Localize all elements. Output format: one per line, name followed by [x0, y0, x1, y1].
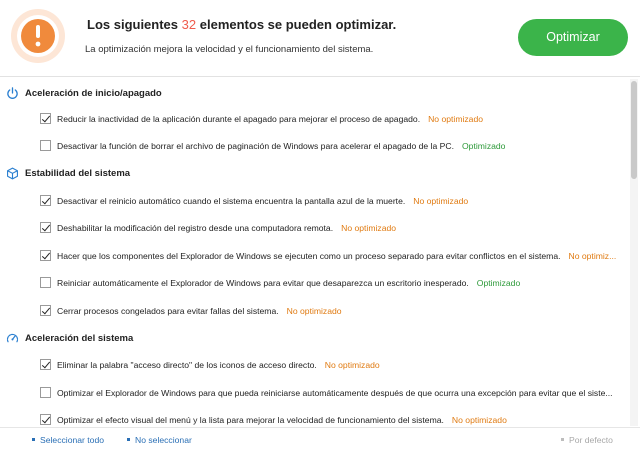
scrollbar-thumb[interactable] [631, 81, 637, 179]
item-text: Hacer que los componentes del Explorador de Windows se ejecuten como un proceso separado para evitar conflictos en el sistema. [57, 251, 561, 261]
section-startup-shutdown [0, 83, 628, 105]
item-status: No optimizado [451, 415, 507, 425]
item-checkbox[interactable] [40, 195, 51, 206]
optimize-button[interactable]: Optimizar [518, 19, 628, 56]
item-status: No optimizado [428, 114, 484, 124]
list-item[interactable] [0, 355, 628, 375]
alert-exclamation-icon [10, 8, 66, 64]
list-item[interactable] [0, 301, 628, 321]
item-status: No optimizado [413, 196, 469, 206]
header-divider [0, 76, 640, 77]
item-label [57, 141, 505, 151]
title-after: elementos se pueden optimizar. [199, 17, 397, 32]
item-text: Cerrar procesos congelados para evitar fallas del sistema. [57, 306, 279, 316]
bullet-icon [127, 438, 130, 441]
item-label [57, 196, 468, 206]
list-item[interactable] [0, 246, 628, 266]
item-checkbox[interactable] [40, 359, 51, 370]
item-checkbox[interactable] [40, 277, 51, 288]
list-item[interactable] [0, 410, 628, 427]
item-label [57, 223, 396, 233]
section-title: Estabilidad del sistema [25, 168, 131, 179]
page-subtitle: La optimización mejora la velocidad y el funcionamiento del sistema. [85, 44, 374, 55]
item-text: Desactivar el reinicio automático cuando el sistema encuentra la pantalla azul de la muerte. [57, 196, 406, 206]
bullet-icon [561, 438, 564, 441]
item-text: Desactivar la función de borrar el archivo de paginación de Windows para acelerar el apagado de la PC. [57, 141, 454, 151]
page-title [87, 17, 396, 32]
section-system-acceleration [0, 328, 628, 350]
power-icon [6, 87, 19, 100]
item-text: Deshabilitar la modificación del registro desde una computadora remota. [57, 223, 334, 233]
default-label: Por defecto [569, 435, 613, 445]
item-status: Optimizado [461, 141, 506, 151]
select-all-link[interactable] [32, 435, 104, 445]
item-label [57, 388, 621, 398]
section-title: Aceleración del sistema [25, 333, 134, 344]
cube-icon [6, 167, 19, 180]
item-label [57, 278, 520, 288]
section-system-stability [0, 163, 628, 185]
item-label [57, 360, 380, 370]
list-item[interactable] [0, 109, 628, 129]
item-text: Optimizar el efecto visual del menú y la lista para mejorar la velocidad de funcionamiento del sistema. [57, 415, 444, 425]
list-item[interactable] [0, 383, 628, 403]
select-none-link[interactable] [127, 435, 192, 445]
item-label [57, 415, 507, 425]
item-status: No optimiz... [568, 251, 617, 261]
optimization-list [0, 78, 628, 427]
default-link[interactable] [561, 435, 613, 445]
select-none-label: No seleccionar [135, 435, 192, 445]
item-status: Optimizado [476, 278, 521, 288]
list-item[interactable] [0, 218, 628, 238]
optimizable-count: 32 [181, 17, 197, 32]
item-label [57, 251, 616, 261]
header [0, 0, 640, 74]
item-text: Reducir la inactividad de la aplicación durante el apagado para mejorar el proceso de apagado. [57, 114, 421, 124]
select-all-label: Seleccionar todo [40, 435, 105, 445]
bullet-icon [32, 438, 35, 441]
item-checkbox[interactable] [40, 250, 51, 261]
item-status: No optimizado [286, 306, 342, 316]
item-status: No optimizado [324, 360, 380, 370]
vertical-scrollbar[interactable] [630, 79, 638, 426]
list-item[interactable] [0, 273, 628, 293]
footer [0, 428, 640, 451]
list-item[interactable] [0, 136, 628, 156]
item-checkbox[interactable] [40, 387, 51, 398]
item-label [57, 114, 483, 124]
item-checkbox[interactable] [40, 305, 51, 316]
item-checkbox[interactable] [40, 414, 51, 425]
speedometer-icon [6, 332, 19, 345]
item-text: Reiniciar automáticamente el Explorador de Windows para evitar que desaparezca un escritorio inesperado. [57, 278, 469, 288]
item-checkbox[interactable] [40, 222, 51, 233]
item-status: No optimizado [341, 223, 397, 233]
list-item[interactable] [0, 191, 628, 211]
title-before: Los siguientes [87, 17, 179, 32]
item-label [57, 306, 342, 316]
item-text: Optimizar el Explorador de Windows para que pueda reiniciarse automáticamente después de que ocurra una excepción para evitar que el siste... [57, 388, 613, 398]
item-checkbox[interactable] [40, 140, 51, 151]
item-text: Eliminar la palabra "acceso directo" de los iconos de acceso directo. [57, 360, 317, 370]
item-checkbox[interactable] [40, 113, 51, 124]
section-title: Aceleración de inicio/apagado [25, 88, 162, 99]
